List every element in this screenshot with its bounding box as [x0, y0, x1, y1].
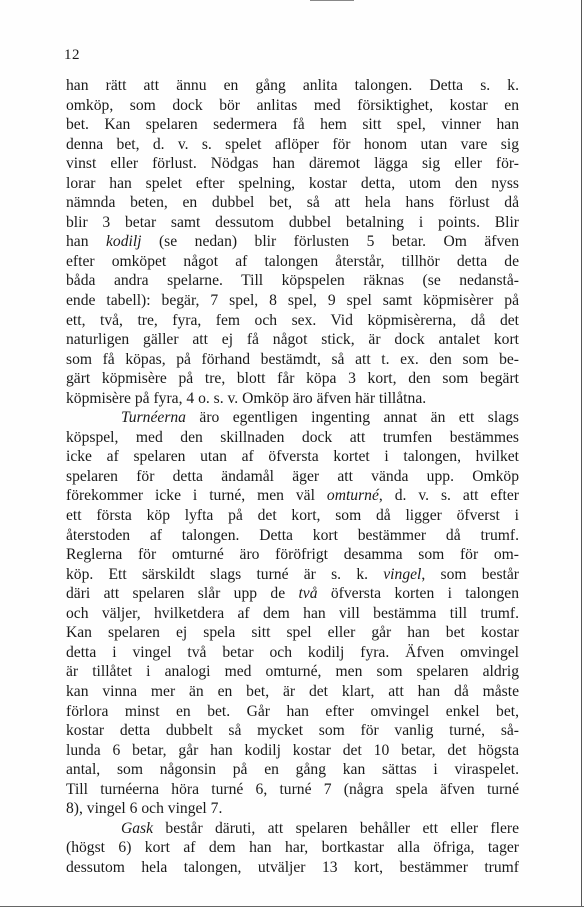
text-line — [66, 330, 519, 350]
text-run: däri att spelaren slår upp de — [66, 585, 299, 603]
text-run: och väljer, hvilketdera af dem han vill bestämma till trumf. — [66, 604, 519, 622]
text-run: återstoden af talongen. Detta kort bestämmer då trumf. — [66, 526, 519, 544]
text-run: öfversta korten i talongen — [317, 585, 519, 603]
text-run: båda andra spelarne. Till köpspelen räknas (se nedanstå- — [66, 272, 519, 290]
text-run: (se nedan) blir förlusten 5 betar. Om äfven — [141, 233, 519, 251]
top-edge-mark — [310, 0, 354, 1]
italic-term: vingel — [383, 565, 422, 583]
text-run: köp. Ett särskildt slags turné är s. k. — [66, 565, 384, 583]
text-line — [66, 506, 519, 526]
text-run: bet. Kan spelaren sedermera få hem sitt spel, vinner han — [66, 116, 519, 134]
text-line — [66, 643, 519, 663]
text-run: , d. v. s. att efter — [378, 487, 519, 505]
text-run: blir 3 betar samt dessutom dubbel betalning i points. Blir — [66, 213, 519, 231]
text-line — [66, 252, 519, 272]
text-run: naturligen gäller att ej få något stick, är dock antalet kort — [66, 331, 519, 349]
text-run: kan vinna mer än en bet, är det klart, att han då måste — [66, 682, 519, 700]
text-run: efter omköpet något af talongen återstår, tillhör detta de — [66, 252, 519, 270]
text-line — [66, 350, 519, 370]
text-line — [66, 213, 519, 233]
text-line — [66, 447, 519, 467]
text-line — [66, 741, 519, 761]
text-line — [66, 760, 519, 780]
text-run: består däruti, att spelaren behåller ett eller flere — [153, 819, 519, 837]
text-line — [66, 115, 519, 135]
text-line — [66, 369, 519, 389]
text-run: ett första köp lyfta på det kort, som då ligger öfverst i — [66, 507, 519, 525]
italic-term: kodilj — [106, 233, 142, 251]
text-run: han rätt att ännu en gång anlita talongen. Detta s. k. — [66, 77, 519, 94]
text-run: Kan spelaren ej spela sitt spel eller går han bet kostar — [66, 624, 519, 642]
text-run: antal, som någonsin på en gång kan sättas i viraspelet. — [66, 761, 519, 779]
text-line — [66, 858, 519, 878]
text-run: denna bet, d. v. s. spelet aflöper för honom utan vare sig — [66, 135, 519, 153]
text-line — [66, 76, 519, 96]
body-text — [66, 76, 519, 877]
right-page-edge — [581, 0, 582, 907]
text-run: ett, två, tre, fyra, fem och sex. Vid köpmisèrerna, då det — [66, 311, 519, 329]
text-line — [66, 311, 519, 331]
text-line — [66, 545, 519, 565]
text-run: köpmisère på fyra, 4 o. s. v. Omköp äro äfven här tillåtna. — [66, 389, 427, 407]
italic-term: Turnéerna — [121, 409, 186, 427]
text-line — [66, 682, 519, 702]
text-run: som få köpas, på förhand bestämdt, så att t. ex. den som be- — [66, 350, 519, 368]
text-line — [66, 232, 519, 252]
text-run: 8), vingel 6 och vingel 7. — [66, 800, 223, 818]
text-run: förekommer icke i turné, men väl — [66, 487, 327, 505]
text-line — [66, 662, 519, 682]
text-line — [66, 389, 519, 409]
text-run: vinst eller förlust. Nödgas han däremot lägga sig eller för- — [66, 155, 519, 173]
text-run: gärt köpmisère på tre, blott får köpa 3 kort, den som begärt — [66, 370, 519, 388]
text-line — [66, 565, 519, 585]
text-line — [66, 604, 519, 624]
text-line — [66, 780, 519, 800]
text-line — [66, 291, 519, 311]
text-line — [66, 838, 519, 858]
text-run: nämnda beten, en dubbel bet, så att hela hans förlust då — [66, 194, 519, 212]
text-line — [66, 584, 519, 604]
text-run: är tillåtet i analogi med omturné, men som spelaren aldrig — [66, 663, 519, 681]
text-line — [66, 408, 519, 428]
italic-term: två — [298, 585, 318, 603]
text-line — [66, 799, 519, 819]
text-line — [66, 428, 519, 448]
text-run: spelaren för detta ändamål äger att vända upp. Omköp — [66, 467, 519, 485]
page-number: 12 — [64, 47, 80, 63]
text-line — [66, 135, 519, 155]
italic-term: Gask — [121, 819, 154, 837]
text-line — [66, 819, 519, 839]
text-run: omköp, som dock bör anlitas med försiktighet, kostar en — [66, 96, 519, 114]
text-run: köpspel, med den skillnaden dock att trumfen bestämmes — [66, 428, 519, 446]
text-run: äro egentligen ingenting annat än ett slags — [185, 409, 519, 427]
text-line — [66, 486, 519, 506]
text-line — [66, 174, 519, 194]
text-run: lunda 6 betar, går han kodilj kostar det 10 betar, det högsta — [66, 741, 519, 759]
text-run: , som består — [421, 565, 519, 583]
text-run: Till turnéerna höra turné 6, turné 7 (några spela äfven turné — [66, 780, 519, 798]
text-line — [66, 193, 519, 213]
text-run: detta i vingel två betar och kodilj fyra. Äfven omvingel — [66, 643, 519, 661]
text-line — [66, 467, 519, 487]
text-run: (högst 6) kort af dem han har, bortkastar alla öfriga, tager — [66, 839, 519, 857]
text-run: ende tabell): begär, 7 spel, 8 spel, 9 spel samt köpmisèrer på — [66, 292, 519, 310]
text-run: Reglerna för omturné äro föröfrigt desamma som för om- — [66, 546, 519, 564]
text-line — [66, 721, 519, 741]
text-run: förlora minst en bet. Går han efter omvingel enkel bet, — [66, 702, 519, 720]
text-run: icke af spelaren utan af öfversta kortet i talongen, hvilket — [66, 448, 519, 466]
text-line — [66, 526, 519, 546]
text-line — [66, 623, 519, 643]
italic-term: omturné — [326, 487, 379, 505]
text-run: lorar han spelet efter spelning, kostar detta, utom den nyss — [66, 174, 519, 192]
text-run: kostar detta dubbelt så mycket som för vanlig turné, så- — [66, 722, 519, 740]
text-line — [66, 271, 519, 291]
text-line — [66, 154, 519, 174]
text-line — [66, 96, 519, 116]
text-line — [66, 702, 519, 722]
text-run: han — [66, 233, 106, 251]
text-run: dessutom hela talongen, utväljer 13 kort, bestämmer trumf — [66, 858, 519, 876]
